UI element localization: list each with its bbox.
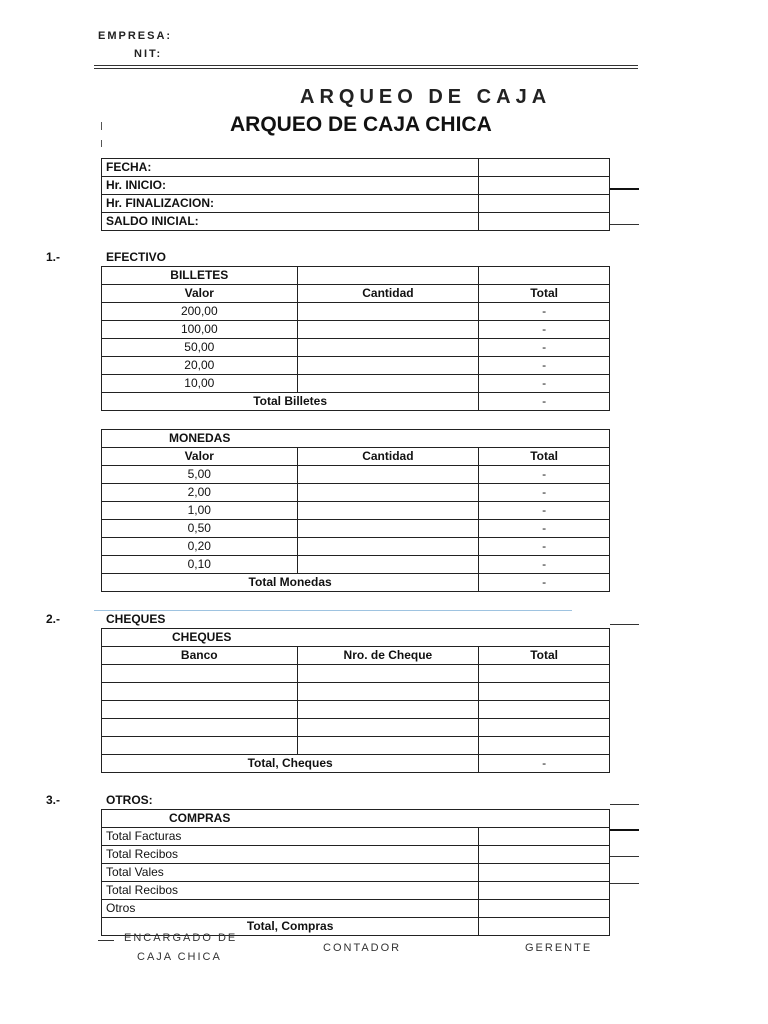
- col-valor: Valor: [102, 285, 298, 303]
- col-cantidad: Cantidad: [297, 285, 479, 303]
- compras-table: [101, 809, 610, 936]
- table-row: [102, 502, 610, 520]
- section-1-number: 1.-: [46, 250, 61, 264]
- header-divider-top: [94, 65, 638, 66]
- total-cell: -: [479, 502, 610, 520]
- total-cell: -: [479, 375, 610, 393]
- cantidad-cell[interactable]: [297, 321, 479, 339]
- side-mark: [610, 829, 639, 831]
- total-monedas-label: Total Monedas: [102, 574, 479, 592]
- compras-row-label: Total Recibos: [102, 846, 479, 864]
- col-total: Total: [479, 448, 610, 466]
- total-cell: -: [479, 484, 610, 502]
- valor-cell: 2,00: [102, 484, 298, 502]
- table-row: [102, 357, 610, 375]
- table-row: [102, 900, 610, 918]
- compras-title: COMPRAS: [102, 810, 610, 828]
- fecha-label: FECHA:: [102, 159, 479, 177]
- header-divider-bottom: [94, 68, 638, 69]
- mark: [101, 140, 102, 147]
- table-row: [102, 556, 610, 574]
- table-row: [102, 846, 610, 864]
- signature-encargado-line2: CAJA CHICA: [137, 951, 222, 963]
- monedas-title: MONEDAS: [102, 430, 610, 448]
- valor-cell: 0,10: [102, 556, 298, 574]
- saldo-value[interactable]: [479, 213, 610, 231]
- table-row: [102, 828, 610, 846]
- section-3-number: 3.-: [46, 793, 61, 807]
- hr-fin-label: Hr. FINALIZACION:: [102, 195, 479, 213]
- total-monedas-value: -: [479, 574, 610, 592]
- valor-cell: 0,50: [102, 520, 298, 538]
- compras-row-label: Total Recibos: [102, 882, 479, 900]
- total-cell: -: [479, 466, 610, 484]
- saldo-label: SALDO INICIAL:: [102, 213, 479, 231]
- divider: [94, 610, 572, 611]
- col-total: Total: [479, 647, 610, 665]
- billetes-title: BILLETES: [102, 267, 298, 285]
- cantidad-cell[interactable]: [297, 502, 479, 520]
- fecha-value[interactable]: [479, 159, 610, 177]
- side-mark: [610, 804, 639, 805]
- table-row: [102, 484, 610, 502]
- side-mark: [610, 624, 639, 625]
- total-cell: -: [479, 339, 610, 357]
- total-cell: -: [479, 538, 610, 556]
- compras-row-label: Otros: [102, 900, 479, 918]
- table-row: [102, 321, 610, 339]
- hr-inicio-value[interactable]: [479, 177, 610, 195]
- signature-contador: CONTADOR: [323, 942, 402, 954]
- hr-inicio-label: Hr. INICIO:: [102, 177, 479, 195]
- valor-cell: 5,00: [102, 466, 298, 484]
- valor-cell: 10,00: [102, 375, 298, 393]
- side-mark: [610, 224, 639, 225]
- cantidad-cell[interactable]: [297, 466, 479, 484]
- signature-line: [98, 940, 114, 941]
- col-valor: Valor: [102, 448, 298, 466]
- cantidad-cell[interactable]: [297, 303, 479, 321]
- total-cell: -: [479, 321, 610, 339]
- cantidad-cell[interactable]: [297, 357, 479, 375]
- monedas-table: [101, 429, 610, 592]
- section-2-number: 2.-: [46, 612, 61, 626]
- compras-row-label: Total Facturas: [102, 828, 479, 846]
- col-nro-cheque: Nro. de Cheque: [297, 647, 479, 665]
- table-row: [102, 882, 610, 900]
- total-billetes-label: Total Billetes: [102, 393, 479, 411]
- signature-encargado-line1: ENCARGADO DE: [124, 932, 238, 944]
- compras-row-label: Total Vales: [102, 864, 479, 882]
- total-cell: -: [479, 357, 610, 375]
- side-mark: [610, 883, 639, 884]
- document-subtitle: ARQUEO DE CAJA CHICA: [230, 113, 492, 136]
- valor-cell: 1,00: [102, 502, 298, 520]
- cantidad-cell[interactable]: [297, 375, 479, 393]
- section-3-label: OTROS:: [106, 793, 153, 807]
- table-row: [102, 466, 610, 484]
- table-row: [102, 737, 610, 755]
- cheques-title: CHEQUES: [102, 629, 610, 647]
- hr-fin-value[interactable]: [479, 195, 610, 213]
- cantidad-cell[interactable]: [297, 484, 479, 502]
- col-banco: Banco: [102, 647, 298, 665]
- cantidad-cell[interactable]: [297, 538, 479, 556]
- total-cell: -: [479, 520, 610, 538]
- valor-cell: 0,20: [102, 538, 298, 556]
- total-compras-label: Total, Compras: [102, 918, 479, 936]
- total-cell: -: [479, 303, 610, 321]
- table-row: [102, 864, 610, 882]
- cantidad-cell[interactable]: [297, 339, 479, 357]
- table-row: [102, 683, 610, 701]
- mark: [101, 122, 102, 130]
- side-mark: [610, 856, 639, 857]
- total-cheques-value: -: [479, 755, 610, 773]
- table-row: [102, 375, 610, 393]
- valor-cell: 100,00: [102, 321, 298, 339]
- col-cantidad: Cantidad: [297, 448, 479, 466]
- nit-label: NIT:: [134, 48, 163, 60]
- table-row: [102, 665, 610, 683]
- billetes-table: [101, 266, 610, 411]
- table-row: [102, 339, 610, 357]
- section-1-label: EFECTIVO: [106, 250, 167, 264]
- cantidad-cell[interactable]: [297, 556, 479, 574]
- info-table: [101, 158, 610, 231]
- total-cell: -: [479, 556, 610, 574]
- side-mark: [610, 188, 639, 190]
- table-row: [102, 719, 610, 737]
- cheques-table: [101, 628, 610, 773]
- section-2-label: CHEQUES: [106, 612, 166, 626]
- total-cheques-label: Total, Cheques: [102, 755, 479, 773]
- valor-cell: 20,00: [102, 357, 298, 375]
- table-row: [102, 538, 610, 556]
- cantidad-cell[interactable]: [297, 520, 479, 538]
- document-title: ARQUEO DE CAJA: [300, 86, 552, 108]
- total-billetes-value: -: [479, 393, 610, 411]
- signature-gerente: GERENTE: [525, 942, 593, 954]
- table-row: [102, 303, 610, 321]
- table-row: [102, 520, 610, 538]
- valor-cell: 200,00: [102, 303, 298, 321]
- col-total: Total: [479, 285, 610, 303]
- table-row: [102, 701, 610, 719]
- valor-cell: 50,00: [102, 339, 298, 357]
- empresa-label: EMPRESA:: [98, 30, 173, 42]
